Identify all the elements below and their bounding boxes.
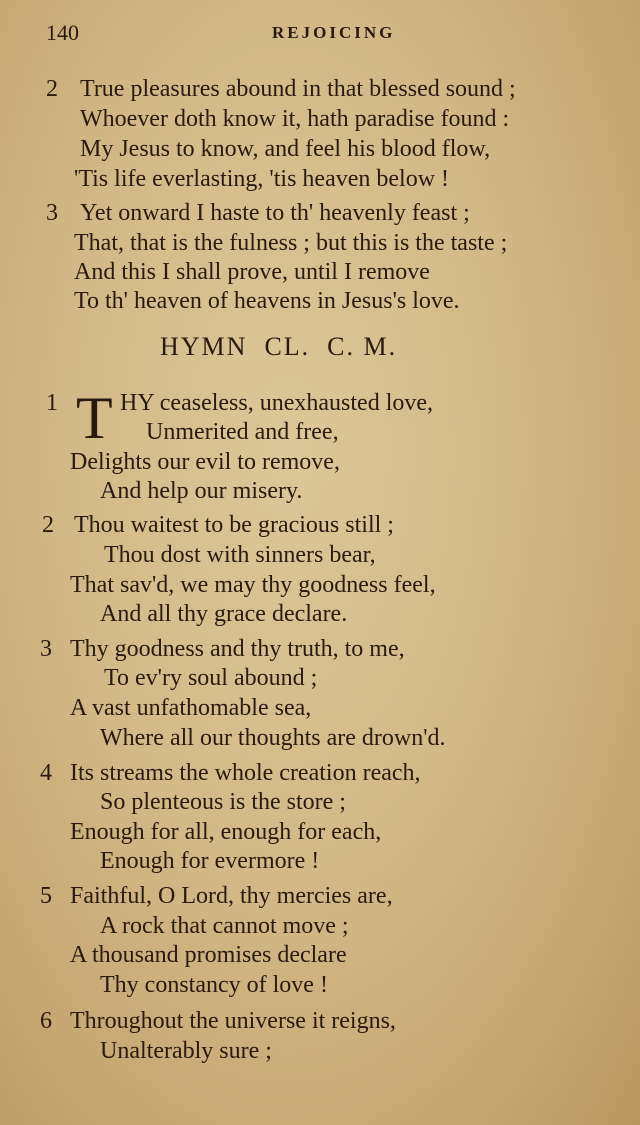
verse-line: A thousand promises declare xyxy=(70,942,347,968)
verse-line: A vast unfathomable sea, xyxy=(70,695,312,721)
verse-line: 'Tis life everlasting, 'tis heaven below ! xyxy=(74,166,450,192)
verse-line: Whoever doth know it, hath paradise found : xyxy=(80,106,510,132)
verse-line: Thy constancy of love ! xyxy=(100,972,328,998)
verse-line: Unalterably sure ; xyxy=(100,1038,272,1064)
drop-cap: T xyxy=(76,385,113,451)
verse-line: Enough for all, enough for each, xyxy=(70,819,382,845)
verse-line: Where all our thoughts are drown'd. xyxy=(100,725,446,751)
verse-line: Thou waitest to be gracious still ; xyxy=(74,512,394,538)
running-head xyxy=(0,20,640,50)
verse-line: To ev'ry soul abound ; xyxy=(104,665,318,691)
hymn-title: HYMN CL. C. M. xyxy=(160,332,398,361)
stanza-number: 2 xyxy=(46,76,58,102)
verse-line: Throughout the universe it reigns, xyxy=(70,1008,396,1034)
verse-line: Its streams the whole creation reach, xyxy=(70,760,421,786)
verse-line: My Jesus to know, and feel his blood flow, xyxy=(80,136,491,162)
verse-line: True pleasures abound in that blessed sound ; xyxy=(80,76,516,102)
stanza-number: 3 xyxy=(40,636,52,662)
stanza-number: 4 xyxy=(40,760,52,786)
verse-line: Thou dost with sinners bear, xyxy=(104,542,376,568)
verse-line: Faithful, O Lord, thy mercies are, xyxy=(70,883,393,909)
stanza-number: 2 xyxy=(42,512,54,538)
verse-line: A rock that cannot move ; xyxy=(100,913,349,939)
stanza-number: 1 xyxy=(46,390,58,416)
verse-line: That sav'd, we may thy goodness feel, xyxy=(70,572,436,598)
verse-line: So plenteous is the store ; xyxy=(100,789,346,815)
verse-line: And all thy grace declare. xyxy=(100,601,348,627)
page-number: 140 xyxy=(46,20,79,45)
stanza-number: 5 xyxy=(40,883,52,909)
verse-line: Enough for evermore ! xyxy=(100,848,320,874)
verse-line: Delights our evil to remove, xyxy=(70,449,340,475)
verse-line: Yet onward I haste to th' heavenly feast ; xyxy=(80,200,470,226)
stanza-number: 6 xyxy=(40,1008,52,1034)
verse-line: And this I shall prove, until I remove xyxy=(74,259,430,285)
running-title: REJOICING xyxy=(272,23,396,42)
verse-line: To th' heaven of heavens in Jesus's love. xyxy=(74,288,460,314)
verse-line: And help our misery. xyxy=(100,478,303,504)
verse-line: That, that is the fulness ; but this is the taste ; xyxy=(74,230,508,256)
stanza-number: 3 xyxy=(46,200,58,226)
verse-line: HY ceaseless, unexhausted love, xyxy=(120,390,434,416)
verse-line: Unmerited and free, xyxy=(146,419,339,445)
verse-line: Thy goodness and thy truth, to me, xyxy=(70,636,405,662)
